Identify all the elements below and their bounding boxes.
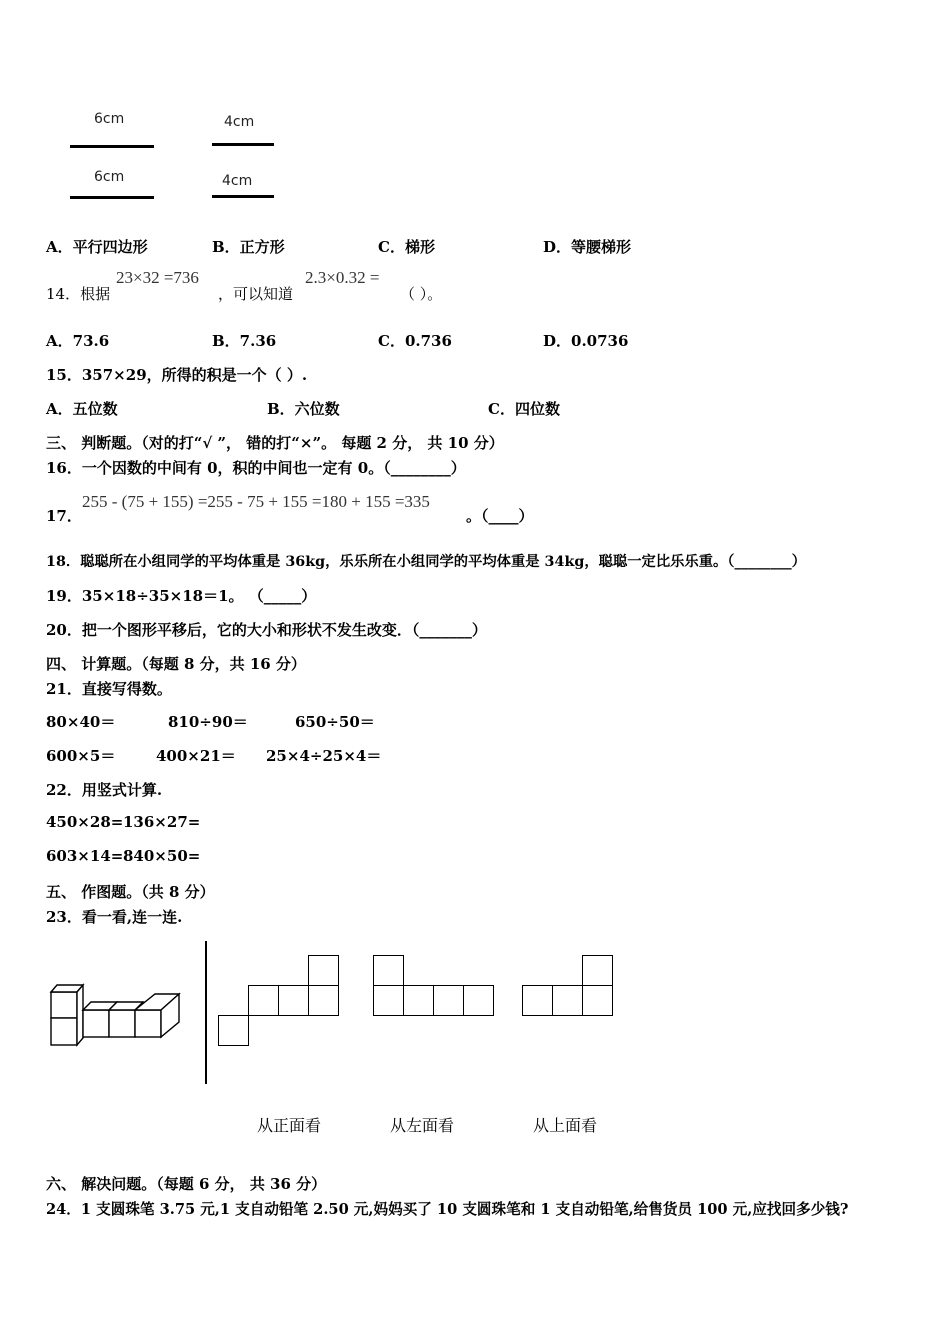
- option-d: D．0.0736: [543, 332, 629, 350]
- section-heading: 五、 作图题。（共 8 分）: [46, 883, 215, 901]
- section-heading: 四、 计算题。（每题 8 分，共 16 分）: [46, 655, 306, 673]
- q14-suffix: （ ）。: [400, 285, 443, 303]
- q16-text: 16．一个因数的中间有 0，积的中间也一定有 0。（________）: [46, 459, 466, 477]
- option-a: A．五位数: [46, 400, 118, 418]
- calc-item: 80×40＝: [46, 713, 116, 731]
- segment-line: [70, 196, 154, 199]
- grid-cell: [582, 955, 613, 986]
- q17-number: 17．: [46, 507, 82, 525]
- option-c: C．四位数: [488, 400, 560, 418]
- option-d: D．等腰梯形: [543, 238, 632, 256]
- q20-text: 20．把一个图形平移后，它的大小和形状不发生改变．（_______）: [46, 621, 487, 639]
- calc-item: 25×4÷25×4＝: [266, 747, 382, 765]
- option-c: C．0.736: [378, 332, 452, 350]
- q17-formula: 255 - (75 + 155) =255 - 75 + 155 =180 + 155 =335: [82, 492, 430, 511]
- grid-cell: [308, 985, 339, 1016]
- grid-cell: [522, 985, 553, 1016]
- calc-item: 840×50=: [123, 847, 201, 865]
- grid-cell: [403, 985, 434, 1016]
- calc-item: 810÷90＝: [168, 713, 248, 731]
- segment-line: [212, 143, 274, 146]
- q21-title: 21．直接写得数。: [46, 680, 172, 698]
- grid-cell: [463, 985, 494, 1016]
- view-label-left: 从左面看: [390, 1116, 455, 1135]
- q19-text: 19．35×18÷35×18＝1。 （_____）: [46, 587, 317, 605]
- option-b: B．正方形: [212, 238, 285, 256]
- segment-label: 6cm: [94, 169, 125, 185]
- grid-cell: [433, 985, 464, 1016]
- q14-formula1: 23×32 =736: [116, 268, 199, 287]
- calc-item: 650÷50＝: [295, 713, 375, 731]
- option-a: A．73.6: [46, 332, 110, 350]
- q15-text: 15．357×29，所得的积是一个（ ）.: [46, 366, 308, 384]
- grid-cell: [582, 985, 613, 1016]
- option-b: B．六位数: [267, 400, 340, 418]
- calc-item: 600×5＝: [46, 747, 116, 765]
- grid-cell: [248, 985, 279, 1016]
- calc-item: 603×14=: [46, 847, 124, 865]
- q14-formula2: 2.3×0.32 =: [305, 268, 380, 287]
- q14-middle: ，可以知道: [218, 285, 294, 303]
- option-b: B．7.36: [212, 332, 277, 350]
- section-heading: 六、 解决问题。（每题 6 分， 共 36 分）: [46, 1175, 327, 1193]
- grid-cell: [373, 955, 404, 986]
- calc-item: 136×27=: [123, 813, 201, 831]
- segment-line: [70, 145, 154, 148]
- option-c: C．梯形: [378, 238, 435, 256]
- grid-cell: [218, 1015, 249, 1046]
- q17-suffix: 。（____）: [466, 507, 534, 525]
- section-heading: 三、 判断题。（对的打“√ ”， 错的打“×”。 每题 2 分， 共 10 分）: [46, 434, 504, 452]
- grid-cell: [552, 985, 583, 1016]
- calc-item: 450×28=: [46, 813, 124, 831]
- grid-cell: [308, 955, 339, 986]
- q22-title: 22．用竖式计算.: [46, 781, 163, 799]
- view-label-top: 从上面看: [533, 1116, 598, 1135]
- view-label-front: 从正面看: [257, 1116, 322, 1135]
- grid-cell: [278, 985, 309, 1016]
- q18-text: 18．聪聪所在小组同学的平均体重是 36kg，乐乐所在小组同学的平均体重是 34kg，聪聪一定比乐乐重。（________）: [46, 554, 806, 570]
- segment-line: [212, 195, 274, 198]
- segment-label: 6cm: [94, 111, 125, 127]
- segment-label: 4cm: [222, 173, 253, 189]
- calc-item: 400×21＝: [156, 747, 236, 765]
- grid-cell: [373, 985, 404, 1016]
- divider-line: [205, 941, 207, 1084]
- q24-text: 24．1 支圆珠笔 3.75 元,1 支自动铅笔 2.50 元,妈妈买了 10 支圆珠笔和 1 支自动铅笔,给售货员 100 元,应找回多少钱?: [46, 1201, 849, 1218]
- segment-label: 4cm: [224, 114, 255, 130]
- q23-title: 23．看一看,连一连.: [46, 908, 183, 926]
- option-a: A．平行四边形: [46, 238, 148, 256]
- cube-solid-figure: [45, 980, 185, 1050]
- q14-prefix: 14．根据: [46, 285, 111, 303]
